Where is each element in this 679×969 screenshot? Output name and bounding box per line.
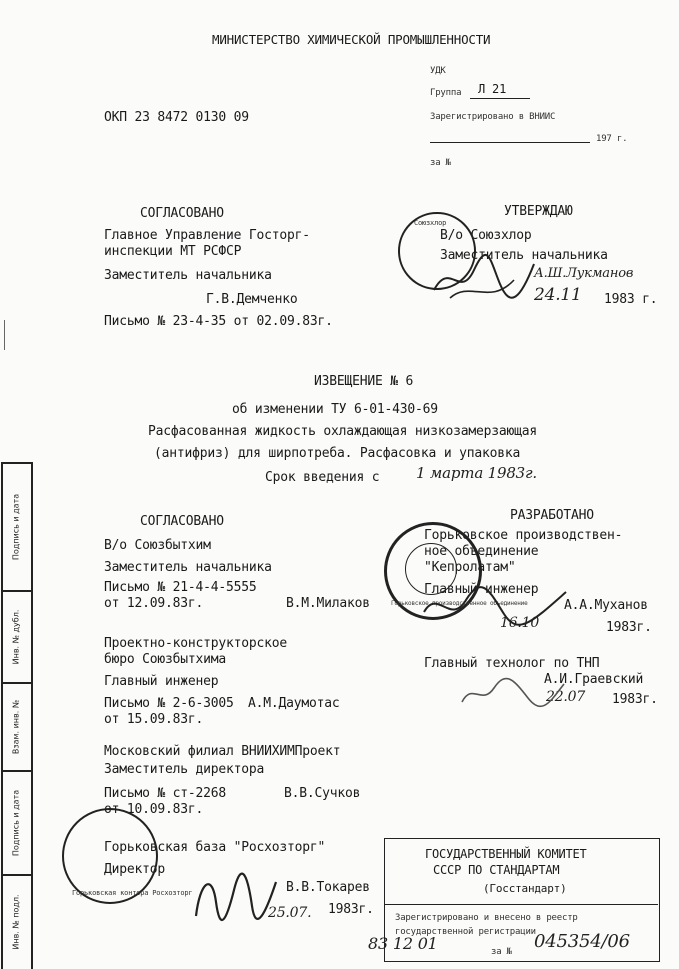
notice-product-2: (антифриз) для ширпотреба. Расфасовка и упаковка [154, 446, 521, 461]
developed-year1: 1983г. [606, 620, 652, 635]
agreed-org4-date: 25.07. [268, 905, 312, 921]
agreed-org1-position: Заместитель начальника [104, 560, 272, 575]
agreed-org1-date: от 12.09.83г. [104, 596, 204, 611]
developed-org3: "Кепролатам" [424, 560, 516, 575]
agreed-title: СОГЛАСОВАНО [140, 514, 224, 529]
registry-line2: СССР ПО СТАНДАРТАМ [433, 863, 560, 877]
approval-left-org2: инспекции МТ РСФСР [104, 244, 242, 259]
developed-org2: ное объединение [424, 544, 539, 559]
signature-graevsky-scribble [458, 672, 568, 712]
agreed-org2-date: от 15.09.83г. [104, 712, 204, 727]
developed-date1: 16.10 [500, 615, 540, 631]
agreed-org3-name: В.В.Сучков [284, 786, 361, 801]
developed-name2: А.И.Граевский [544, 672, 644, 687]
stamp-top-text: Союзхлор [414, 219, 447, 227]
agreed-org2-letter: Письмо № 2-6-3005 [104, 696, 234, 711]
notice-deadline-label: Срок введения с [265, 470, 380, 485]
developed-org1: Горьковское производствен- [424, 528, 623, 543]
stamp-bottom-text: Горьковская контора Росхозторг [72, 889, 193, 897]
side-cell-duplicate-inv: Инв. № дубл. [11, 609, 21, 665]
registry-divider [384, 904, 658, 905]
notice-deadline-date: 1 марта 1983г. [416, 464, 537, 482]
agreed-org3-position: Заместитель директора [104, 762, 265, 777]
approval-left-name: Г.В.Демченко [206, 292, 298, 307]
approval-right-title: УТВЕРЖДАЮ [504, 204, 573, 219]
notice-title: ИЗВЕЩЕНИЕ № 6 [314, 374, 414, 389]
registry-line3: (Госстандарт) [483, 882, 567, 895]
agreed-org4-year: 1983г. [328, 902, 374, 917]
approval-right-org: В/о Союзхлор [440, 228, 532, 243]
registry-line1: ГОСУДАРСТВЕННЫЙ КОМИТЕТ [425, 847, 587, 861]
agreed-org3-date: от 10.09.83г. [104, 802, 204, 817]
notice-subtitle: об изменении ТУ 6-01-430-69 [232, 402, 438, 417]
group-underline [470, 98, 530, 99]
agreed-org4-position: Директор [104, 862, 166, 877]
side-cell-signature-date-1: Подпись и дата [11, 493, 21, 561]
ministry-title: МИНИСТЕРСТВО ХИМИЧЕСКОЙ ПРОМЫШЛЕННОСТИ [212, 32, 491, 47]
agreed-org1-letter: Письмо № 21-4-4-5555 [104, 580, 257, 595]
stamp-middle-text: Горьковское производственное объединение [391, 600, 528, 607]
scan-artefact [4, 320, 5, 350]
signature-top-scribble [430, 250, 540, 310]
developed-position1: Главный инженер [424, 582, 539, 597]
approval-left-org1: Главное Управление Госторг- [104, 228, 310, 243]
side-cell-original-inv: Инв. № подл. [11, 894, 21, 950]
developed-date2: 22.07 [546, 689, 586, 705]
side-cell-replacement-inv: Взам. инв. № [11, 699, 21, 755]
registry-line5: государственной регистрации [395, 927, 536, 937]
udk-label: УДК [430, 66, 446, 76]
agreed-org2-name: А.М.Даумотас [248, 696, 340, 711]
agreed-org2-line2: бюро Союзбытхима [104, 652, 227, 667]
signature-mukhanov-scribble [420, 582, 570, 632]
approval-right-date: 24.11 [534, 285, 582, 305]
approval-left-title: СОГЛАСОВАНО [140, 206, 224, 221]
agreed-org2-line1: Проектно-конструкторское [104, 636, 288, 651]
registry-za: за № [491, 947, 512, 957]
agreed-org2-position: Главный инженер [104, 674, 219, 689]
registered-label: Зарегистрировано в ВНИИС [430, 112, 556, 122]
approval-right-position: Заместитель начальника [440, 248, 608, 263]
year-label: 197 г. [596, 134, 628, 144]
developed-position2: Главный технолог по ТНП [424, 656, 600, 671]
registry-line4: Зарегистрировано и внесено в реестр [395, 913, 578, 923]
group-value: Л 21 [478, 82, 507, 96]
side-cell-signature-date-2: Подпись и дата [11, 789, 21, 857]
developed-title: РАЗРАБОТАНО [510, 508, 594, 523]
number-label: за № [430, 158, 451, 168]
agreed-org4-name: В.В.Токарев [286, 880, 370, 895]
okp-code: ОКП 23 8472 0130 09 [104, 110, 249, 125]
signature-tokarev-scribble [190, 862, 280, 926]
notice-product-1: Расфасованная жидкость охлаждающая низкозамерзающая [148, 424, 537, 439]
approval-left-letter: Письмо № 23-4-35 от 02.09.83г. [104, 314, 333, 329]
side-strip-right-border [31, 462, 33, 969]
developed-name1: А.А.Муханов [564, 598, 648, 613]
agreed-org3-line1: Московский филиал ВНИИХИМПроект [104, 744, 341, 759]
approval-right-signature: А.Ш.Лукманов [534, 266, 634, 281]
agreed-org4: Горьковская база "Росхозторг" [104, 840, 326, 855]
agreed-org3-letter: Письмо № ст-2268 [104, 786, 227, 801]
approval-right-year: 1983 г. [604, 292, 658, 307]
developed-year2: 1983г. [612, 692, 658, 707]
registry-date-handwritten: 83 12 01 [368, 934, 438, 953]
registered-line [430, 142, 590, 143]
registry-number-handwritten: 045354/06 [534, 931, 630, 952]
agreed-org1-name: В.М.Милаков [286, 596, 370, 611]
agreed-org1: В/о Союзбытхим [104, 538, 211, 553]
approval-left-position: Заместитель начальника [104, 268, 272, 283]
group-label: Группа [430, 88, 462, 98]
